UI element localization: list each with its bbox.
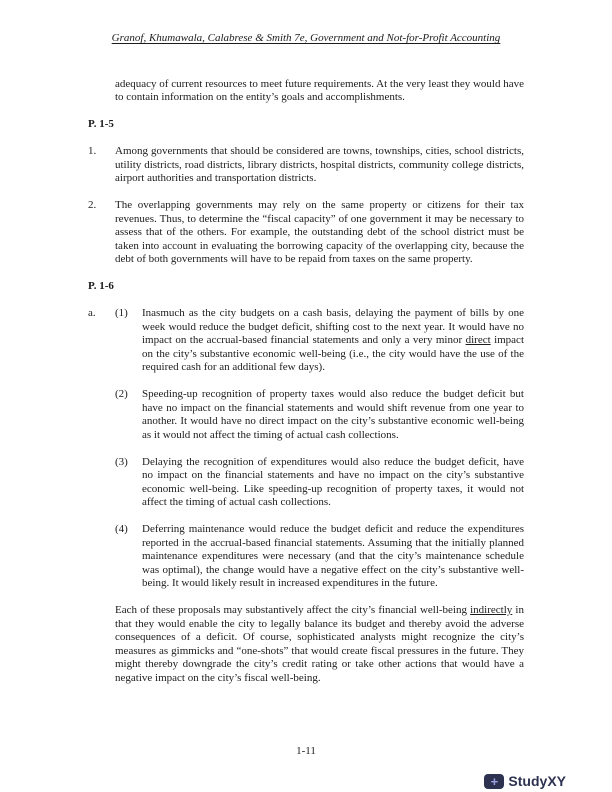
item-text: Deferring maintenance would reduce the budget deficit and reduce the expenditures reported in the accrual-based financial statements. Assuming that the initially planned maintenance expenditures were necessary (and that the city’s maintenance schedule was optimal), the change would have a negative effect on the city’s substantive well-being. It would likely result in increased expenditures in the future. (142, 523, 524, 589)
item-text-segment: impact on the city’s substantive economic well-being (i.e., the city would have the use of the required cash for an additional few days). (142, 334, 525, 373)
item-text (142, 307, 524, 375)
item-letter: a. (88, 307, 96, 319)
plus-icon: + (484, 774, 504, 789)
running-header-title: Granof, Khumawala, Calabrese & Smith 7e, Government and Not-for-Profit Accounting (111, 32, 501, 44)
studyxy-logo (484, 774, 566, 789)
closing-underlined-word: indirectly (470, 604, 513, 616)
item-text-underlined-word: direct (465, 334, 491, 346)
item-text: Speeding-up recognition of property taxes would also reduce the budget deficit but have no impact on the financial statements and would shift revenue from one year to another. It would have no direct impact on the city’s substantive economic well-being as it would not affect the timing of actual cash collections. (142, 388, 524, 441)
item-letter-spacer (88, 523, 115, 591)
item-letter-spacer (88, 388, 115, 442)
list-item-p16-a4 (88, 523, 524, 591)
item-text: Delaying the recognition of expenditures would also reduce the budget deficit, have no impact on the financial statements and have no impact on the city’s substantive economic well-being. Like speeding-up recognition of property taxes, it would not affect the timing of actual cash collections. (142, 455, 524, 508)
item-number: 2. (88, 199, 97, 211)
closing-text-segment: in that they would enable the city to legally balance its budget and thereby avoid the adverse consequences of a deficit. Of course, sophisticated analysts might recognize the city’s measures as gimmicks and “one-shots” that would create fiscal pressures in the future. They might thereby downgrade the city’s credit rating or take other actions that would have a negative impact on the city’s fiscal well-being. (115, 604, 524, 684)
paragraph-intro-continuation: adequacy of current resources to meet future requirements. At the very least they would have to contain information on the entity’s goals and accomplishments. (115, 77, 524, 103)
item-number: (1) (115, 307, 128, 319)
item-number: (4) (115, 523, 128, 535)
logo-text-primary: Study (508, 772, 548, 789)
page-number: 1-11 (296, 744, 316, 757)
list-item-p15-1 (88, 145, 524, 186)
list-item-p16-a3 (88, 456, 524, 510)
item-letter-spacer (88, 456, 115, 510)
item-text-segment: Inasmuch as the city budgets on a cash basis, delaying the payment of bills by one week would reduce the budget deficit, shifting cost to the next year. It would have no impact on the accrual-based financial statements and only a very minor (142, 307, 524, 346)
paragraph-closing (88, 604, 524, 685)
item-number: (2) (115, 388, 128, 400)
item-text: Among governments that should be considered are towns, townships, cities, school districts, utility districts, road districts, library districts, hospital districts, community college districts, airport authorities and transportation districts. (115, 145, 524, 184)
item-number: 1. (88, 145, 97, 157)
item-number: (3) (115, 455, 128, 468)
logo-text (508, 772, 566, 789)
list-item-p16-a2 (88, 388, 524, 442)
section-heading-p1-6: P. 1-6 (88, 280, 114, 292)
closing-text-segment: Each of these proposals may substantively affect the city’s financial well-being (115, 604, 471, 616)
item-text: The overlapping governments may rely on the same property or citizens for their tax revenues. Thus, to determine the “fiscal capacity” of one government it may be necessary to assess that of the others. For example, the outstanding debt of the school district must be taken into account in evaluating the borrowing capacity of the overlapping city, because the debt of both governments will have to be repaid from taxes on the same property. (115, 199, 524, 265)
logo-text-secondary: XY (547, 772, 566, 789)
list-item-p16-a1 (88, 307, 524, 375)
list-item-p15-2 (88, 199, 524, 267)
section-heading-p1-5: P. 1-5 (88, 118, 114, 130)
